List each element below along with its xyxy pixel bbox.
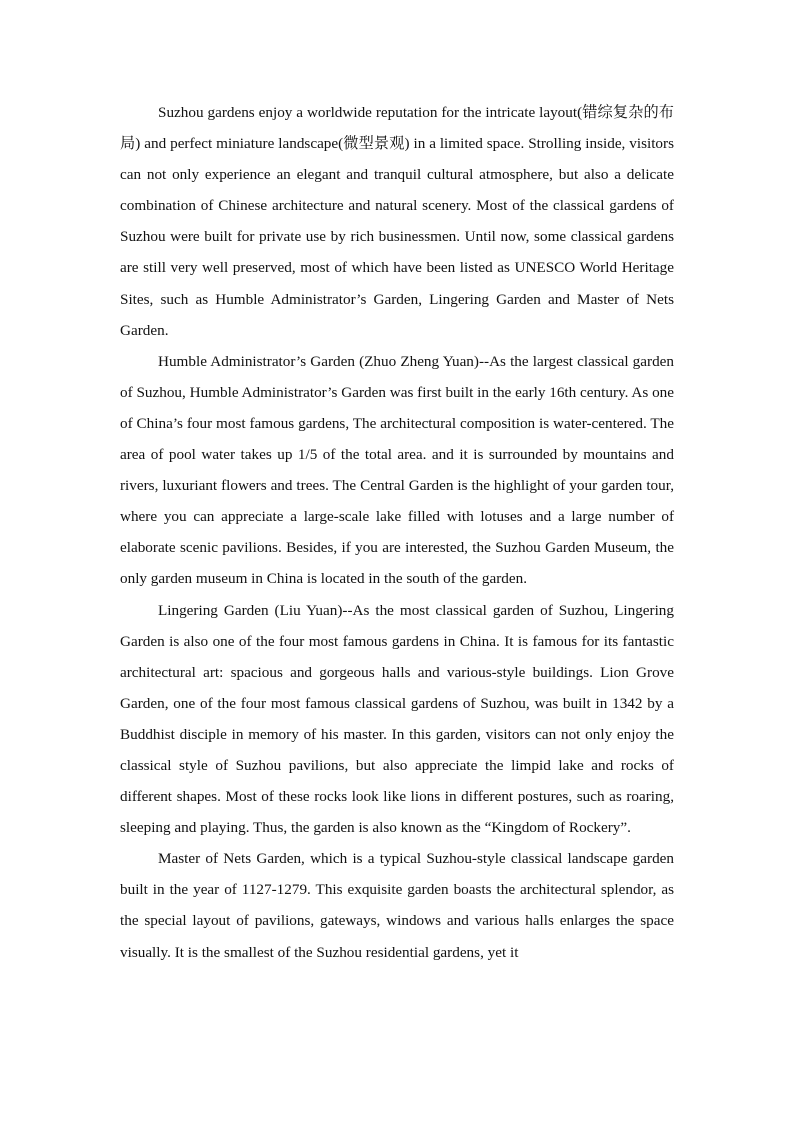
document-page [120,97,674,968]
paragraph-intro: Suzhou gardens enjoy a worldwide reputation for the intricate layout(错综复杂的布局) and perfect miniature landscape(微型景观) in a limited space. Strolling inside, visitors can not only experience an elegant and tranquil cultural atmosphere, but also a delicate combination of Chinese architecture and natural scenery. Most of the classical gardens of Suzhou were built for private use by rich businessmen. Until now, some classical gardens are still very well preserved, most of which have been listed as UNESCO World Heritage Sites, such as Humble Administrator’s Garden, Lingering Garden and Master of Nets Garden. [120,104,674,339]
paragraph-humble-administrators-garden: Humble Administrator’s Garden (Zhuo Zheng Yuan)--As the largest classical garden of Suzhou, Humble Administrator’s Garden was first built in the early 16th century. As one of China’s four most famous gardens, The architectural composition is water-centered. The area of pool water takes up 1/5 of the total area. and it is surrounded by mountains and rivers, luxuriant flowers and trees. The Central Garden is the highlight of your garden tour, where you can appreciate a large-scale lake filled with lotuses and a large number of elaborate scenic pavilions. Besides, if you are interested, the Suzhou Garden Museum, the only garden museum in China is located in the south of the garden. [120,352,674,588]
paragraph-master-of-nets-garden: Master of Nets Garden, which is a typical Suzhou-style classical landscape garden built in the year of 1127-1279. This exquisite garden boasts the architectural splendor, as the special layout of pavilions, gateways, windows and various halls enlarges the space visually. It is the smallest of the Suzhou residential gardens, yet it [120,850,674,961]
paragraph-lingering-garden: Lingering Garden (Liu Yuan)--As the most classical garden of Suzhou, Lingering Garden is also one of the four most famous gardens in China. It is famous for its fantastic architectural art: spacious and gorgeous halls and various-style buildings. Lion Grove Garden, one of the four most famous classical gardens of Suzhou, was built in 1342 by a Buddhist disciple in memory of his master. In this garden, visitors can not only enjoy the classical style of Suzhou pavilions, but also appreciate the limpid lake and rocks of different shapes. Most of these rocks look like lions in different postures, such as roaring, sleeping and playing. Thus, the garden is also known as the “Kingdom of Rockery”. [120,601,674,837]
